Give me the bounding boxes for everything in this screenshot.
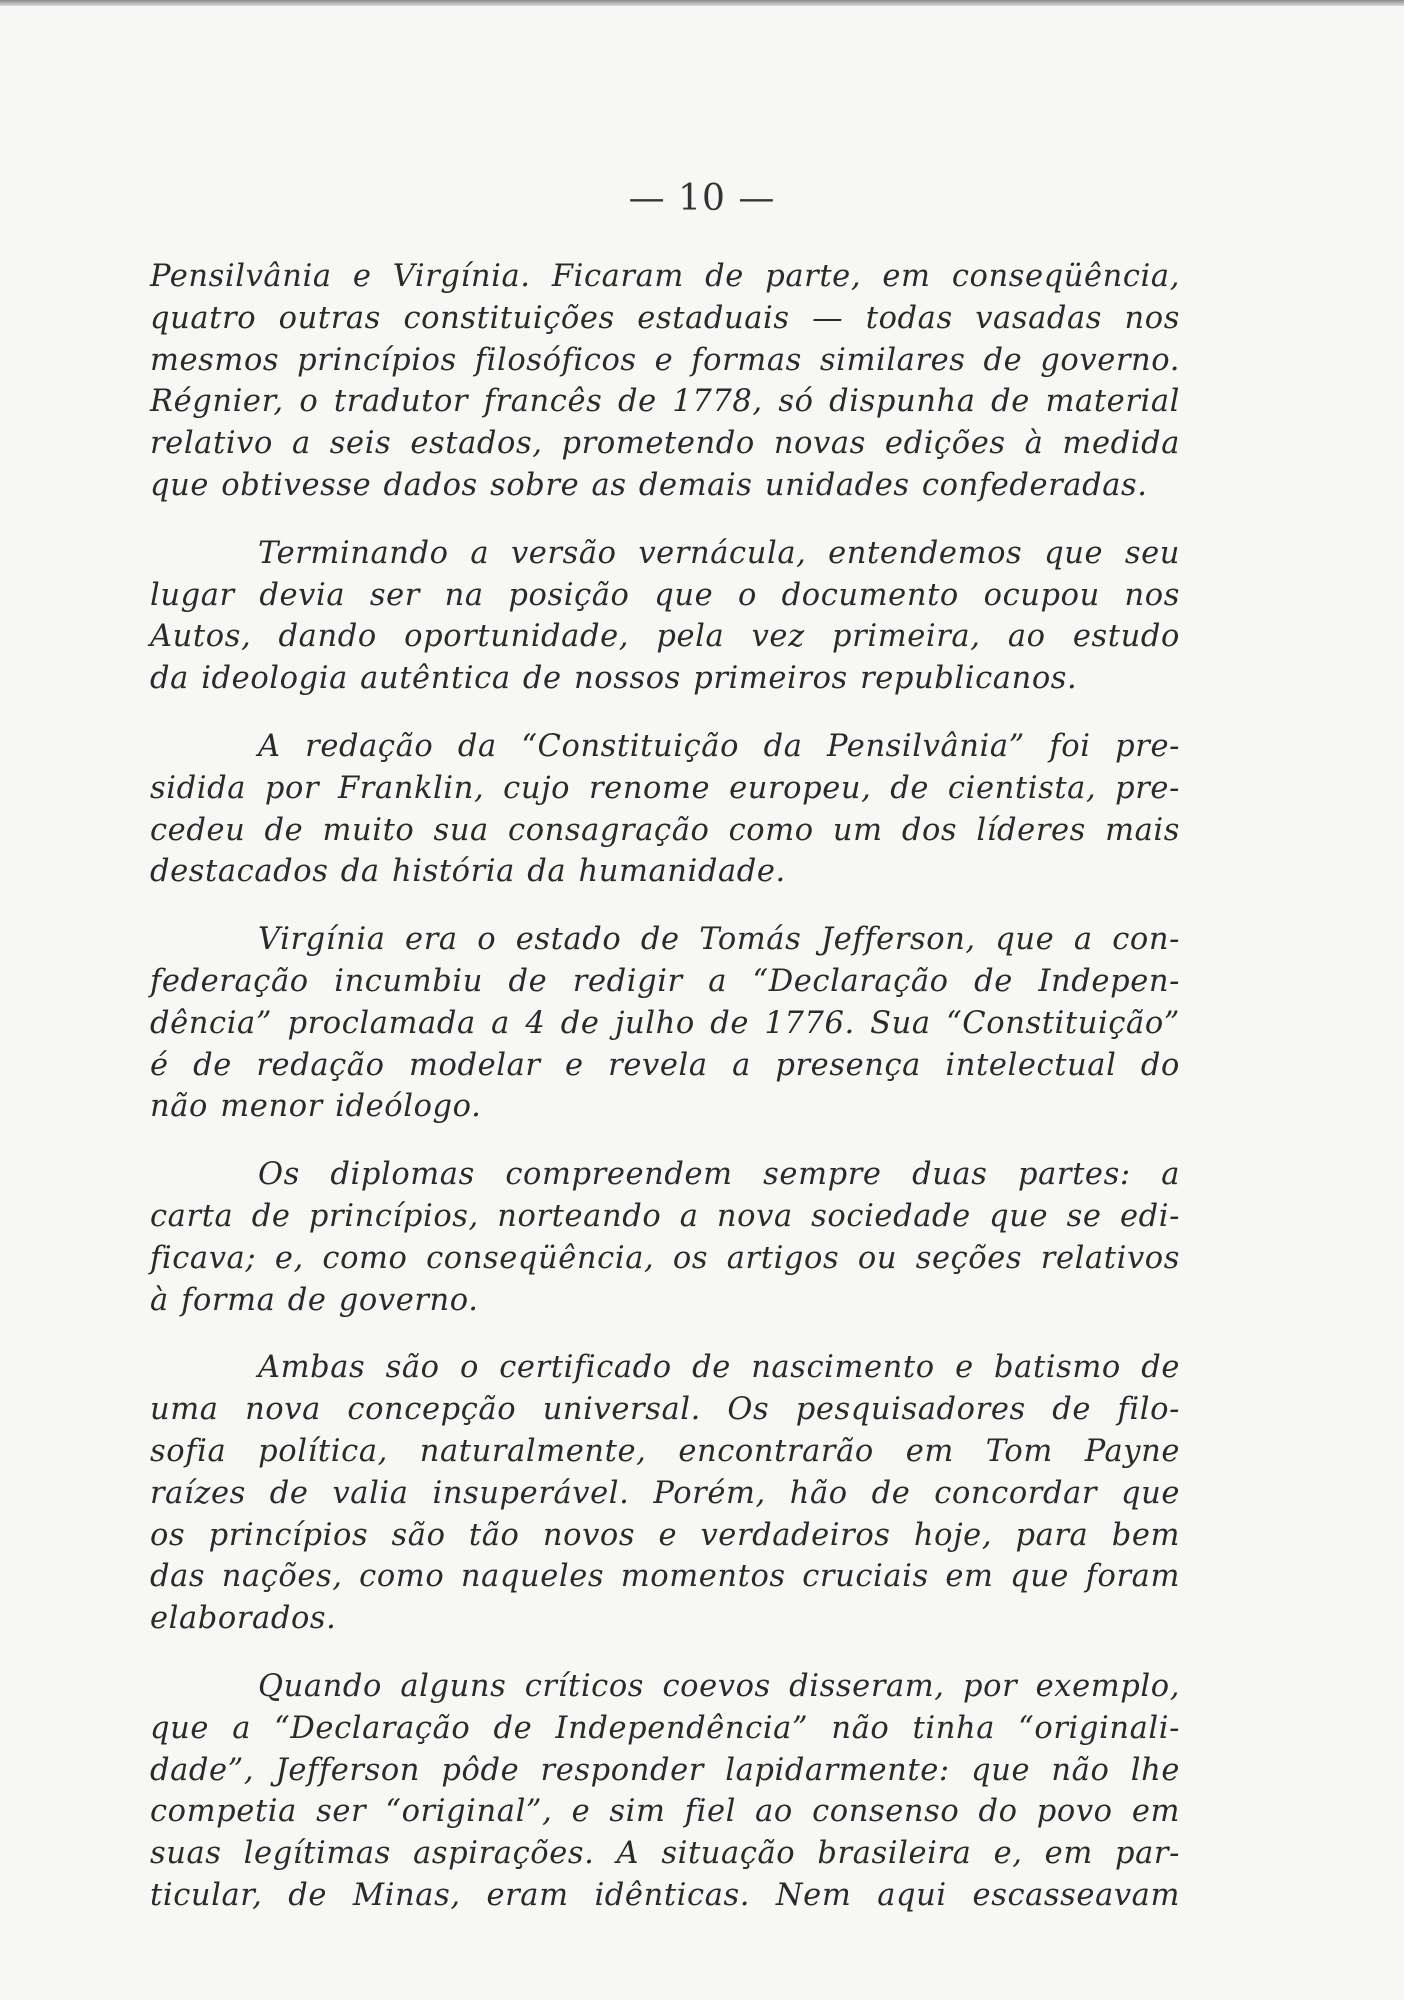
text-line: lugar devia ser na posição que o documento ocupou nos <box>150 577 1180 613</box>
paragraph <box>150 256 1180 507</box>
paragraph <box>150 1154 1180 1321</box>
text-line: Terminando a versão vernácula, entendemos que seu <box>258 535 1180 571</box>
text-line: que obtivesse dados sobre as demais unidades confederadas. <box>150 467 1148 503</box>
text-line: ficava; e, como conseqüência, os artigos ou seções relativos <box>150 1240 1180 1276</box>
text-line: elaborados. <box>150 1601 337 1637</box>
text-line: das nações, como naqueles momentos cruciais em que foram <box>150 1559 1180 1595</box>
text-line: Virgínia era o estado de Tomás Jefferson, que a con- <box>258 922 1180 958</box>
text-line: Régnier, o tradutor francês de 1778, só dispunha de material <box>150 384 1180 420</box>
text-line: carta de princípios, norteando a nova sociedade que se edi- <box>150 1198 1180 1234</box>
paragraph <box>150 1666 1180 1917</box>
text-line: Ambas são o certificado de nascimento e batismo de <box>258 1350 1180 1386</box>
text-line: cedeu de muito sua consagração como um dos líderes mais <box>150 812 1180 848</box>
paragraph <box>150 1347 1180 1640</box>
text-line: sidida por Franklin, cujo renome europeu, de cientista, pre- <box>150 770 1180 806</box>
paragraph <box>150 919 1180 1128</box>
paragraph <box>150 726 1180 893</box>
text-line: Autos, dando oportunidade, pela vez primeira, ao estudo <box>150 619 1180 655</box>
text-line: não menor ideólogo. <box>150 1089 482 1125</box>
text-line: competia ser “original”, e sim fiel ao consenso do povo em <box>150 1794 1180 1830</box>
text-line: raízes de valia insuperável. Porém, hão de concordar que <box>150 1475 1180 1511</box>
text-line: suas legítimas aspirações. A situação brasileira e, em par- <box>150 1836 1180 1872</box>
scan-top-edge <box>0 0 1404 6</box>
text-line: relativo a seis estados, prometendo novas edições à medida <box>150 426 1180 462</box>
text-line: Os diplomas compreendem sempre duas partes: a <box>258 1157 1180 1193</box>
text-line: que a “Declaração de Independência” não tinha “originali- <box>150 1710 1180 1746</box>
text-line: mesmos princípios filosóficos e formas similares de governo. <box>150 342 1180 378</box>
text-line: quatro outras constituições estaduais — todas vasadas nos <box>150 300 1180 336</box>
text-line: sofia política, naturalmente, encontrarão em Tom Payne <box>150 1433 1180 1469</box>
text-line: é de redação modelar e revela a presença intelectual do <box>150 1047 1180 1083</box>
text-line: A redação da “Constituição da Pensilvânia” foi pre- <box>258 728 1180 764</box>
text-line: ticular, de Minas, eram idênticas. Nem aqui escasseavam <box>150 1877 1180 1913</box>
text-line: os princípios são tão novos e verdadeiros hoje, para bem <box>150 1517 1180 1553</box>
text-line: uma nova concepção universal. Os pesquisadores de filo- <box>150 1392 1180 1428</box>
text-line: federação incumbiu de redigir a “Declaração de Indepen- <box>150 963 1180 999</box>
page-number: — 10 — <box>628 178 776 219</box>
text-line: destacados da história da humanidade. <box>150 854 786 890</box>
text-line: à forma de governo. <box>150 1282 479 1318</box>
body-text <box>150 256 1180 1943</box>
text-line: dência” proclamada a 4 de julho de 1776. Sua “Constituição” <box>150 1005 1180 1041</box>
paragraph <box>150 533 1180 700</box>
text-line: da ideologia autêntica de nossos primeiros republicanos. <box>150 661 1078 697</box>
text-line: Pensilvânia e Virgínia. Ficaram de parte, em conseqüência, <box>150 259 1180 294</box>
text-line: Quando alguns críticos coevos disseram, por exemplo, <box>258 1668 1180 1704</box>
text-line: dade”, Jefferson pôde responder lapidarmente: que não lhe <box>150 1752 1180 1788</box>
